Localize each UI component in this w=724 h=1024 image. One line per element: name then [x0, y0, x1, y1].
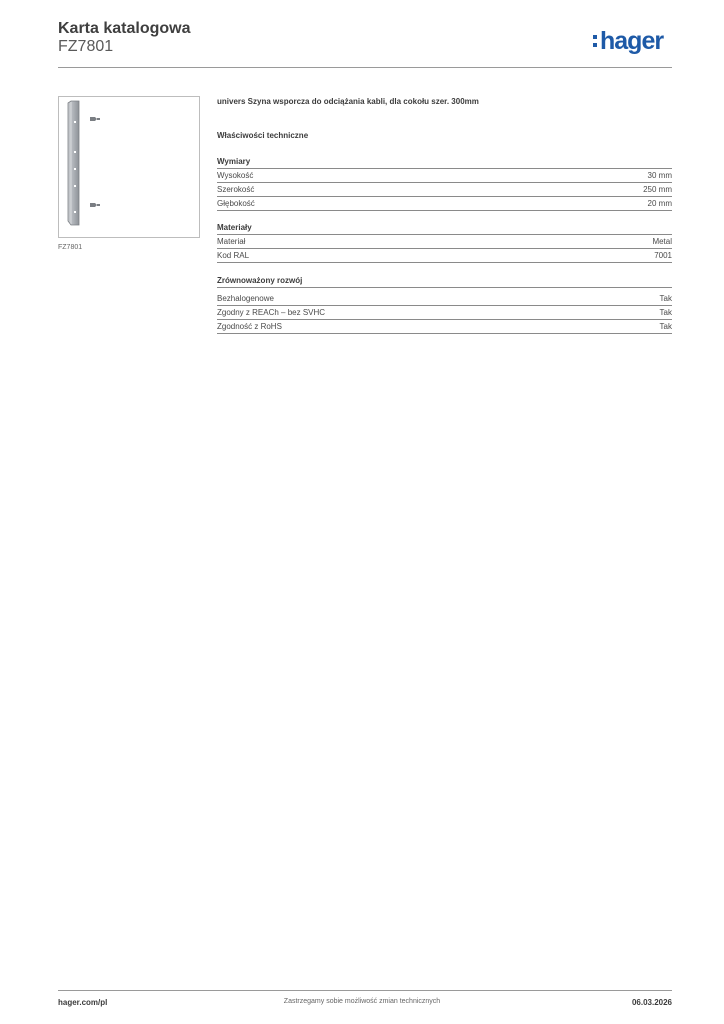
footer-notice: Zastrzegamy sobie możliwość zmian technicznych	[283, 998, 441, 1005]
product-code: FZ7801	[58, 38, 114, 55]
spec-row	[217, 197, 672, 211]
spec-value: 20 mm	[647, 199, 672, 208]
spec-label: Głębokość	[217, 199, 255, 208]
logo-dots-icon	[593, 35, 597, 47]
page-title: Karta katalogowa	[58, 20, 191, 37]
spec-value: Metal	[652, 237, 672, 246]
image-caption: FZ7801	[58, 244, 83, 251]
spec-value: Tak	[659, 294, 672, 303]
spec-value: 7001	[654, 251, 672, 260]
spec-row	[217, 183, 672, 197]
header-divider	[58, 67, 672, 68]
product-details	[217, 96, 672, 334]
spec-label: Wysokość	[217, 171, 254, 180]
support-rail-illustration	[59, 97, 199, 237]
section-sustainability	[217, 275, 672, 334]
section-title: Zrównoważony rozwój	[217, 275, 672, 288]
spec-row	[217, 292, 672, 306]
product-description: univers Szyna wsporcza do odciążania kabli, dla cokołu szer. 300mm	[217, 97, 479, 106]
spec-value: 30 mm	[647, 171, 672, 180]
spec-row	[217, 320, 672, 334]
spec-row	[217, 235, 672, 249]
spec-value: Tak	[659, 308, 672, 317]
section-title: Wymiary	[217, 156, 672, 169]
section-title: Materiały	[217, 222, 672, 235]
footer-divider	[58, 990, 672, 991]
spec-label: Bezhalogenowe	[217, 294, 274, 303]
spec-label: Zgodność z RoHS	[217, 322, 282, 331]
spec-label: Materiał	[217, 237, 246, 246]
spec-row	[217, 169, 672, 183]
section-dimensions	[217, 156, 672, 211]
spec-row	[217, 249, 672, 263]
hager-logo	[593, 28, 663, 54]
spec-row	[217, 306, 672, 320]
spec-value: Tak	[659, 322, 672, 331]
logo-text: hager	[600, 27, 664, 55]
spec-label: Szerokość	[217, 185, 255, 194]
spec-label: Zgodny z REACh – bez SVHC	[217, 308, 326, 317]
spec-label: Kod RAL	[217, 251, 250, 260]
product-image	[58, 96, 200, 238]
footer-website-link[interactable]: hager.com/pl	[58, 998, 108, 1007]
technical-properties-heading: Właściwości techniczne	[217, 131, 309, 140]
footer-date: 06.03.2026	[631, 998, 672, 1007]
spec-value: 250 mm	[643, 185, 672, 194]
section-materials	[217, 222, 672, 263]
